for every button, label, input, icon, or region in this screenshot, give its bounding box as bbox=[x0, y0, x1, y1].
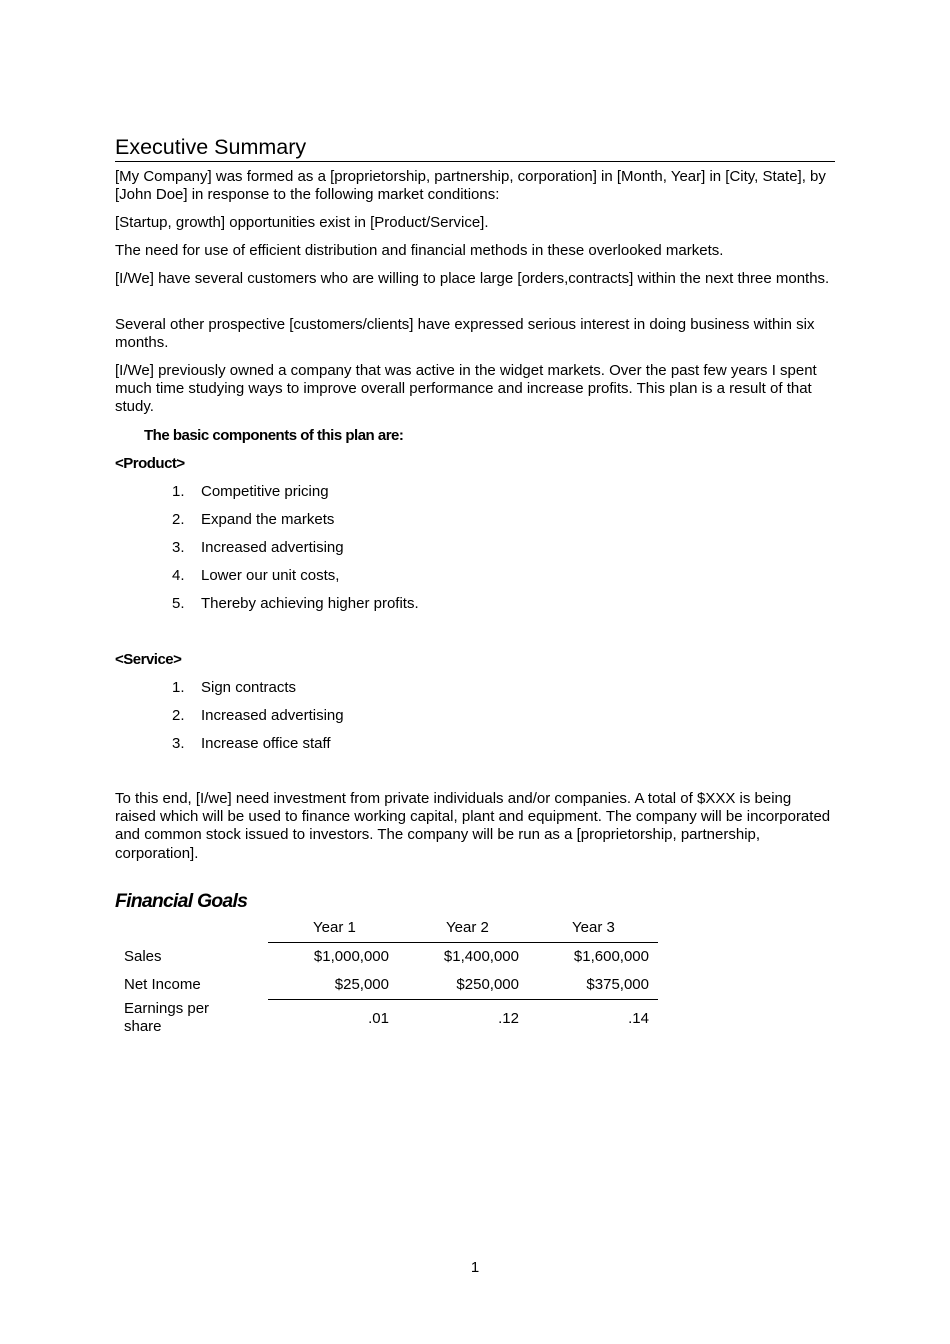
table-row bbox=[115, 999, 658, 1038]
table-header-year-1: Year 1 bbox=[313, 919, 356, 937]
table-cell: $25,000 bbox=[334, 976, 389, 993]
product-label: <Product> bbox=[115, 455, 185, 472]
paragraph-opportunities: [Startup, growth] opportunities exist in [Product/Service]. bbox=[115, 214, 489, 231]
table-row bbox=[115, 942, 658, 971]
components-label: The basic components of this plan are: bbox=[144, 427, 404, 444]
paragraph-background: [I/We] previously owned a company that was active in the widget markets. Over the past few years I spent much time studying ways to improve overall performance and increase profits. This plan is a result of that study. bbox=[115, 362, 817, 416]
list-text: Competitive pricing bbox=[201, 483, 329, 500]
table-header-row bbox=[115, 914, 658, 942]
financial-goals-title: Financial Goals bbox=[115, 890, 248, 912]
list-number: 2. bbox=[172, 511, 185, 528]
list-number: 3. bbox=[172, 539, 185, 556]
list-number: 1. bbox=[172, 483, 185, 500]
list-item bbox=[172, 483, 329, 501]
table-cell: .01 bbox=[268, 999, 398, 1038]
table-header-empty bbox=[115, 914, 268, 942]
list-text: Lower our unit costs, bbox=[201, 567, 340, 584]
table-cell: .12 bbox=[398, 999, 528, 1038]
document-page bbox=[115, 0, 835, 1344]
page-number: 1 bbox=[470, 1259, 480, 1276]
list-number: 1. bbox=[172, 679, 185, 696]
list-item bbox=[172, 511, 334, 529]
paragraph-formation: [My Company] was formed as a [proprietorship, partnership, corporation] in [Month, Year] in [City, State], by [John Doe] in response to the following market conditions: bbox=[115, 168, 826, 204]
table-cell: $1,000,000 bbox=[268, 942, 398, 971]
list-item bbox=[172, 595, 419, 613]
list-text: Expand the markets bbox=[201, 511, 335, 528]
list-item bbox=[172, 539, 344, 557]
table-cell: $1,600,000 bbox=[528, 942, 658, 971]
paragraph-customers: [I/We] have several customers who are willing to place large [orders,contracts] within the next three months. bbox=[115, 270, 830, 287]
list-text: Sign contracts bbox=[201, 679, 297, 696]
paragraph-need: The need for use of efficient distribution and financial methods in these overlooked markets. bbox=[115, 242, 724, 259]
list-item bbox=[172, 735, 331, 753]
financial-goals-table bbox=[115, 914, 658, 1038]
list-number: 3. bbox=[172, 735, 185, 752]
service-label: <Service> bbox=[115, 651, 182, 668]
list-text: Increased advertising bbox=[201, 707, 344, 724]
page-title: Executive Summary bbox=[115, 134, 835, 162]
list-number: 4. bbox=[172, 567, 185, 584]
row-label-sales: Sales bbox=[124, 947, 162, 965]
table-cell: $375,000 bbox=[586, 976, 649, 993]
list-item bbox=[172, 567, 339, 585]
list-number: 2. bbox=[172, 707, 185, 724]
table-cell: $250,000 bbox=[456, 976, 519, 993]
table-header-year-3: Year 3 bbox=[572, 919, 615, 937]
table-cell: $1,400,000 bbox=[398, 942, 528, 971]
table-row bbox=[115, 971, 658, 1000]
list-number: 5. bbox=[172, 595, 185, 612]
list-item bbox=[172, 707, 344, 725]
row-label-net-income: Net Income bbox=[124, 976, 201, 994]
list-text: Increased advertising bbox=[201, 539, 344, 556]
paragraph-investment: To this end, [I/we] need investment from private individuals and/or companies. A total of $XXX is being raised which will be used to finance working capital, plant and equipment. The company will be incorporated and common stock issued to investors. The company will be run as a [proprietorship, partnership, corporation]. bbox=[115, 790, 831, 862]
paragraph-prospects: Several other prospective [customers/clients] have expressed serious interest in doing business within six months. bbox=[115, 316, 815, 352]
list-text: Thereby achieving higher profits. bbox=[201, 595, 419, 612]
row-label-earnings-per-share: Earnings per share bbox=[124, 1000, 210, 1036]
list-item bbox=[172, 679, 296, 697]
table-header-year-2: Year 2 bbox=[446, 919, 489, 937]
table-cell: .14 bbox=[528, 999, 658, 1038]
list-text: Increase office staff bbox=[201, 735, 331, 752]
